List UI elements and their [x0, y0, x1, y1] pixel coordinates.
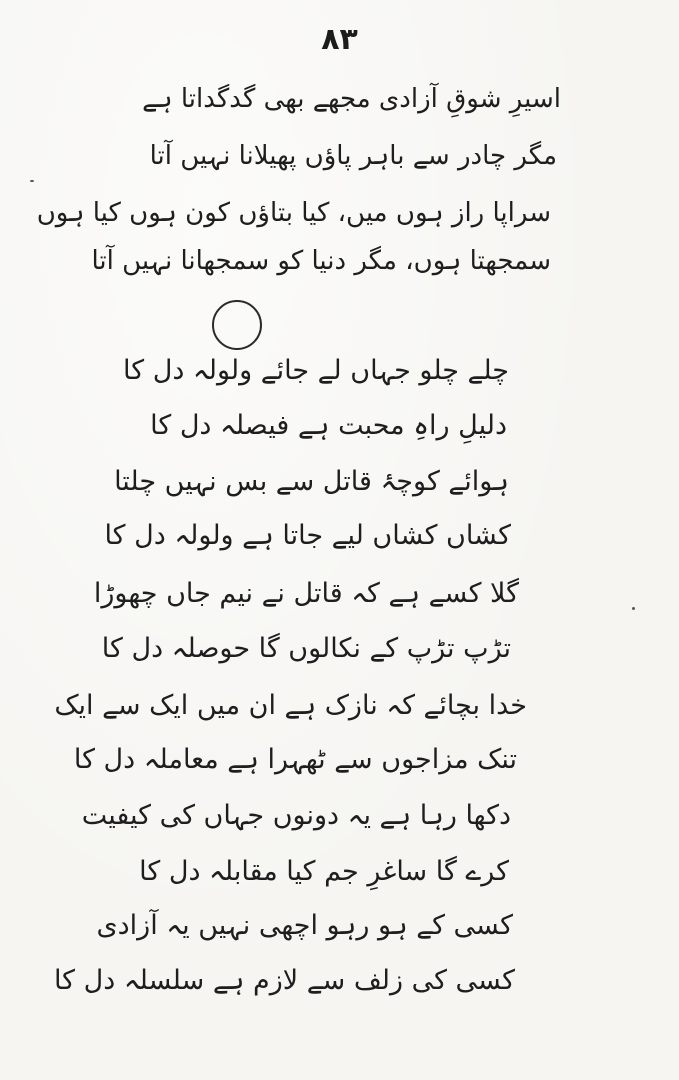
- verse-line: ہوائے کوچۂ قاتل سے بس نہیں چلتا: [114, 466, 509, 497]
- ink-speck: [30, 180, 34, 182]
- verse-line: تڑپ تڑپ کے نکالوں گا حوصلہ دل کا: [101, 633, 511, 664]
- verse-line: کسی کے ہو رہو اچھی نہیں یہ آزادی: [96, 910, 513, 941]
- verse-line: کشاں کشاں لیے جاتا ہے ولولہ دل کا: [104, 520, 511, 551]
- page-number: ۸۳: [321, 22, 358, 57]
- verse-line: سمجھتا ہوں، مگر دنیا کو سمجھانا نہیں آتا: [91, 246, 551, 276]
- verse-line: کرے گا ساغرِ جم کیا مقابلہ دل کا: [139, 856, 509, 887]
- ink-speck: [632, 607, 635, 610]
- verse-line: تنک مزاجوں سے ٹھہرا ہے معاملہ دل کا: [73, 744, 517, 775]
- verse-line: کسی کی زلف سے لازم ہے سلسلہ دل کا: [53, 965, 515, 996]
- verse-line: خدا بچائے کہ نازک ہے ان میں ایک سے ایک: [54, 690, 527, 721]
- verse-line: گلا کسے ہے کہ قاتل نے نیم جاں چھوڑا: [93, 578, 519, 609]
- verse-line: اسیرِ شوقِ آزادی مجھے بھی گدگداتا ہے: [142, 84, 561, 114]
- verse-line: دکھا رہا ہے یہ دونوں جہاں کی کیفیت: [81, 800, 511, 831]
- verse-line: دلیلِ راہِ محبت ہے فیصلہ دل کا: [150, 410, 507, 441]
- circle-ornament-icon: [212, 300, 262, 350]
- verse-line: مگر چادر سے باہر پاؤں پھیلانا نہیں آتا: [149, 141, 557, 171]
- verse-line: سراپا راز ہوں میں، کیا بتاؤں کون ہوں کیا ہوں: [36, 198, 551, 228]
- verse-line: چلے چلو جہاں لے جائے ولولہ دل کا: [123, 355, 509, 386]
